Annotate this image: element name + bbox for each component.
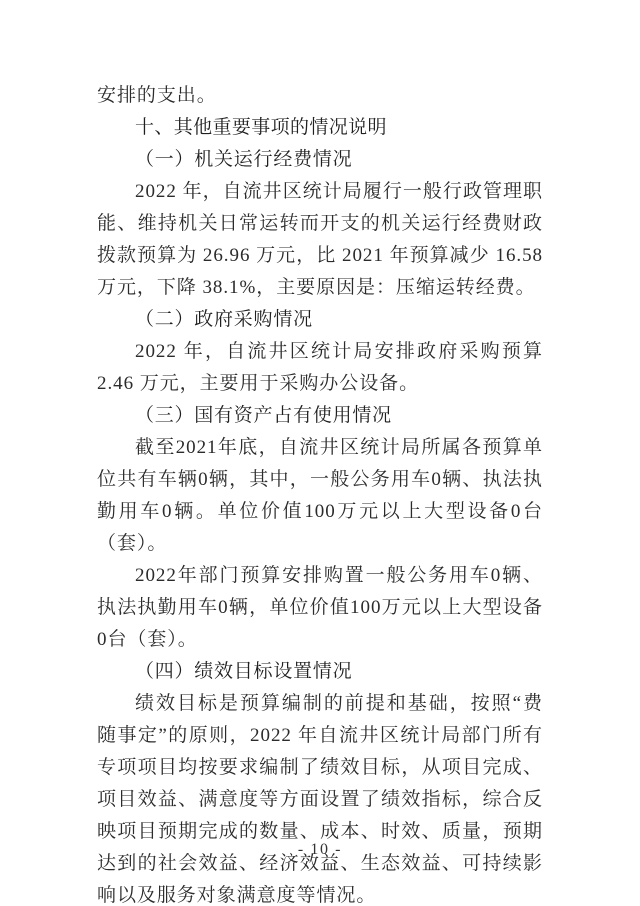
subsection-heading-government-procurement: （二）政府采购情况 — [135, 309, 313, 330]
paragraph-state-assets-2021: 截至2021年底，自流井区统计局所属各预算单位共有车辆0辆，其中，一般公务用车0辆、执法执勤用车0辆。单位价值100万元以上大型设备0台（套）。 — [97, 437, 543, 554]
document-content — [97, 80, 543, 906]
subsection-heading-performance-targets: （四）绩效目标设置情况 — [135, 661, 353, 682]
page-number: - 10 - — [297, 841, 343, 858]
subsection-heading-agency-operating-funds: （一）机关运行经费情况 — [135, 149, 353, 170]
paragraph-state-assets-2022: 2022年部门预算安排购置一般公务用车0辆、执法执勤用车0辆，单位价值100万元以上大型设备0台（套）。 — [97, 565, 543, 650]
paragraph-performance-targets: 绩效目标是预算编制的前提和基础，按照“费随事定”的原则，2022 年自流井区统计局部门所有专项项目均按要求编制了绩效目标，从项目完成、项目效益、满意度等方面设置了绩效指标，综合反映项目预期完成的数量、成本、时效、质量，预期达到的社会效益、经济效益、生态效益、可持续影响以及服务对象满意度等情况。 — [97, 693, 543, 906]
subsection-heading-state-assets: （三）国有资产占有使用情况 — [135, 405, 392, 426]
paragraph-continuation: 安排的支出。 — [97, 85, 217, 106]
paragraph-operating-funds: 2022 年，自流井区统计局履行一般行政管理职能、维持机关日常运转而开支的机关运行经费财政拨款预算为 26.96 万元，比 2021 年预算减少 16.58 万元，下降 38.1%，主要原因是：压缩运转经费。 — [97, 181, 543, 298]
section-heading-other-important-matters: 十、其他重要事项的情况说明 — [135, 117, 387, 138]
paragraph-government-procurement: 2022 年，自流井区统计局安排政府采购预算 2.46 万元，主要用于采购办公设备。 — [97, 341, 543, 394]
